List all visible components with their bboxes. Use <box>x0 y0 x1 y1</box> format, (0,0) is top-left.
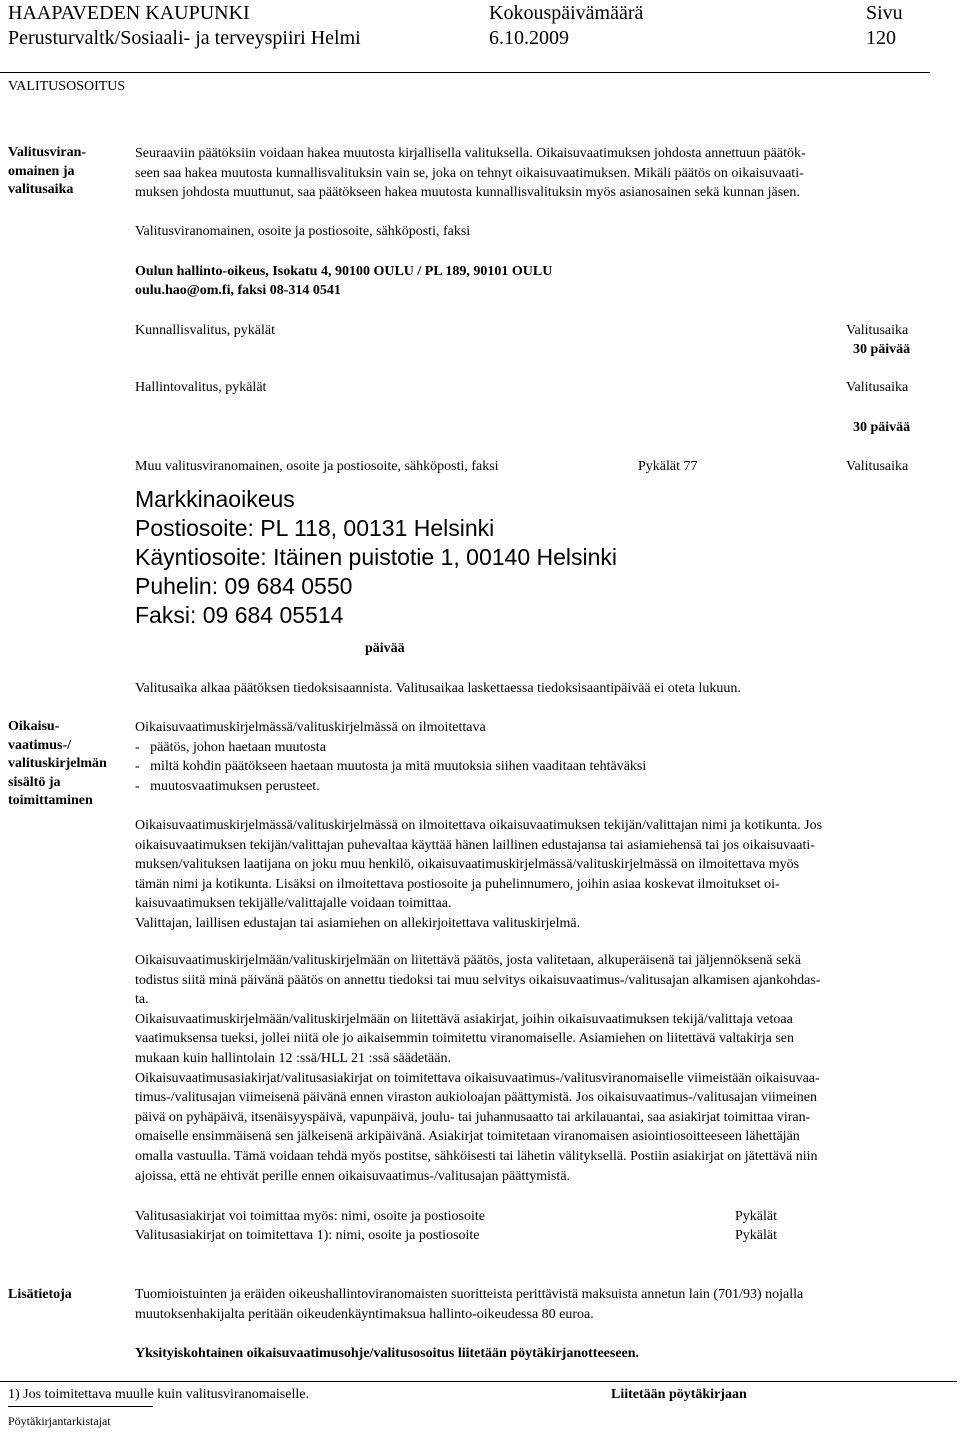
attach-note: Liitetään pöytäkirjaan <box>611 1387 747 1402</box>
side-heading-authority: Valitusviran- omainen ja valitusaika <box>8 145 87 198</box>
intro-paragraph: Seuraaviin päätöksiin voidaan hakea muutosta kirjallisella valituksella. Oikaisuvaatimuksen johdosta annettuun päätök- seen saa hakea muutosta kunnallisvalituksin vain se, joka on tehnyt oikaisuvaatimuksen. Mikäli päätös on oikaisuvaati- muksen johdosta muuttunut, saa päätökseen hakea muutosta kunnallisvalituksin myös asianosainen sekä kunnan jäsen. <box>135 146 806 201</box>
fee-line-2: muutoksenhakijalta peritään oikeudenkäyntimaksua hallinto-oikeudessa 80 euroa. <box>135 1307 594 1322</box>
authority-contact: oulu.hao@om.fi, faksi 08-314 0541 <box>135 283 341 298</box>
municipal-time-value: 30 päivää <box>853 342 911 357</box>
admin-time-value: 30 päivää <box>853 420 911 435</box>
admin-time-label: Valitusaika <box>846 380 909 395</box>
footnote: 1) Jos toimitettava muulle kuin valitusviranomaiselle. <box>8 1387 309 1402</box>
footer-rule <box>0 1381 957 1382</box>
delivery-required-sections: Pykälät <box>735 1228 777 1243</box>
list-item: - muutosvaatimuksen perusteet. <box>135 779 320 794</box>
delivery-also: Valitusasiakirjat voi toimittaa myös: nimi, osoite ja postiosoite <box>135 1209 485 1224</box>
delivery-required: Valitusasiakirjat on toimitettava 1): nimi, osoite ja postiosoite <box>135 1228 480 1243</box>
side-heading-content: Oikaisu- vaatimus-/ valituskirjelmän sisältö ja toimittaminen <box>8 719 107 809</box>
org-name: HAAPAVEDEN KAUPUNKI <box>8 2 250 24</box>
municipal-time-label: Valitusaika <box>846 323 909 338</box>
page-number: 120 <box>866 27 896 49</box>
market-court-visiting: Käyntiosoite: Itäinen puistotie 1, 00140 Helsinki <box>135 544 618 570</box>
municipal-appeal-label: Kunnallisvalitus, pykälät <box>135 323 275 338</box>
signature-rule <box>8 1406 153 1407</box>
side-heading-info: Lisätietoja <box>8 1287 72 1302</box>
authority-address: Oulun hallinto-oikeus, Isokatu 4, 90100 OULU / PL 189, 90101 OULU <box>135 264 553 279</box>
meeting-date: 6.10.2009 <box>489 27 569 49</box>
minutes-checkers: Pöytäkirjantarkistajat <box>8 1414 111 1428</box>
other-authority-sections: Pykälät 77 <box>638 459 698 474</box>
other-authority-label: Muu valitusviranomainen, osoite ja postiosoite, sähköposti, faksi <box>135 459 499 474</box>
list-item: - miltä kohdin päätökseen haetaan muutosta ja mitä muutoksia siihen vaaditaan tehtäväksi <box>135 759 647 774</box>
unit-name: Perusturvaltk/Sosiaali- ja terveyspiiri Helmi <box>8 27 361 49</box>
page-label: Sivu <box>866 2 903 24</box>
list-intro: Oikaisuvaatimuskirjelmässä/valituskirjelmässä on ilmoitettava <box>135 720 486 735</box>
other-authority-time-label: Valitusaika <box>846 459 909 474</box>
authority-label: Valitusviranomainen, osoite ja postiosoite, sähköposti, faksi <box>135 224 471 239</box>
list-item: - päätös, johon haetaan muutosta <box>135 740 326 755</box>
market-court-name: Markkinaoikeus <box>135 486 295 512</box>
market-court-fax: Faksi: 09 684 05514 <box>135 602 344 628</box>
date-label: Kokouspäivämäärä <box>489 2 644 24</box>
market-court-postal: Postiosoite: PL 118, 00131 Helsinki <box>135 515 495 541</box>
fee-line-1: Tuomioistuinten ja eräiden oikeushallintoviranomaisten suoritteista perittävistä maksuista annetun lain (701/93) nojalla <box>135 1287 804 1302</box>
document-title: VALITUSOSOITUS <box>8 79 126 94</box>
market-court-phone: Puhelin: 09 684 0550 <box>135 573 353 599</box>
detailed-instructions-note: Yksityiskohtainen oikaisuvaatimusohje/valitusosoitus liitetään pöytäkirjanotteeseen. <box>135 1346 640 1361</box>
appeal-start-note: Valitusaika alkaa päätöksen tiedoksisaannista. Valitusaikaa laskettaessa tiedoksisaantipäivää ei oteta lukuun. <box>135 681 741 696</box>
attachments-paragraph: Oikaisuvaatimuskirjelmään/valituskirjelmään on liitettävä päätös, josta valitetaan, alkuperäisenä tai jäljennöksenä sekä todistus siitä minä päivänä päätös on annettu tiedoksi tai muu selvitys oikaisuvaatimus-/valitusajan alkamisen ajankohdas- ta. Oikaisuvaatimuskirjelmään/valituskirjelmään on liitettävä asiakirjat, joihin oikaisuvaatimuksen tekijä/valittaja vetoaa vaatimuksensa tueksi, jollei niitä ole jo aikaisemmin toimitettu viranomaiselle. Asiamiehen on liitettävä valtakirja sen mukaan kuin hallintolain 12 :ssä/HLL 21 :ssä säädetään. Oikaisuvaatimusasiakirjat/valitusasiakirjat on toimitettava oikaisuvaatimus-/valitusviranomaiselle viimeistään oikaisuvaa- timus-/valitusajan viimeisenä päivänä ennen viraston aukioloajan päättymistä. Jos oikaisuvaatimus-/valitusajan viimeinen päivä on pyhäpäivä, itsenäisyyspäivä, vapunpäivä, joulu- tai juhannusaatto tai arkilauantai, saa asiakirjat toimittaa viran- omaiselle ensimmäisenä sen jälkeisenä arkipäivänä. Asiakirjat toimitetaan viranomaisen asiointiosoitteeseen lähettäjän omalla vastuulla. Tämä voidaan tehdä myös postitse, sähköisesti tai lähetin välityksellä. Postiin asiakirjat on jätettävä niin ajoissa, että ne ehtivät perille ennen oikaisuvaatimus-/valitusajan päättymistä. <box>135 953 821 1184</box>
delivery-also-sections: Pykälät <box>735 1209 777 1224</box>
header-rule <box>0 72 930 73</box>
appellant-paragraph: Oikaisuvaatimuskirjelmässä/valituskirjelmässä on ilmoitettava oikaisuvaatimuksen tekijän/valittajan nimi ja kotikunta. Jos oikaisuvaatimuksen tekijän/valittajan puhevaltaa käyttää hänen laillinen edustajansa tai asiamiehensä tai jos oikaisuvaati- muksen/valituksen laatijana on joku muu henkilö, oikaisuvaatimuskirjelmässä/valituskirjelmässä on ilmoitettava myös tämän nimi ja kotikunta. Lisäksi on ilmoitettava postiosoite ja puhelinnumero, joihin asiaa koskevat ilmoitukset oi- kaisuvaatimuksen tekijälle/valittajalle voidaan toimittaa. Valittajan, laillisen edustajan tai asiamiehen on allekirjoitettava valituskirjelmä. <box>135 818 823 931</box>
admin-appeal-label: Hallintovalitus, pykälät <box>135 380 267 395</box>
days-word: päivää <box>365 641 405 656</box>
